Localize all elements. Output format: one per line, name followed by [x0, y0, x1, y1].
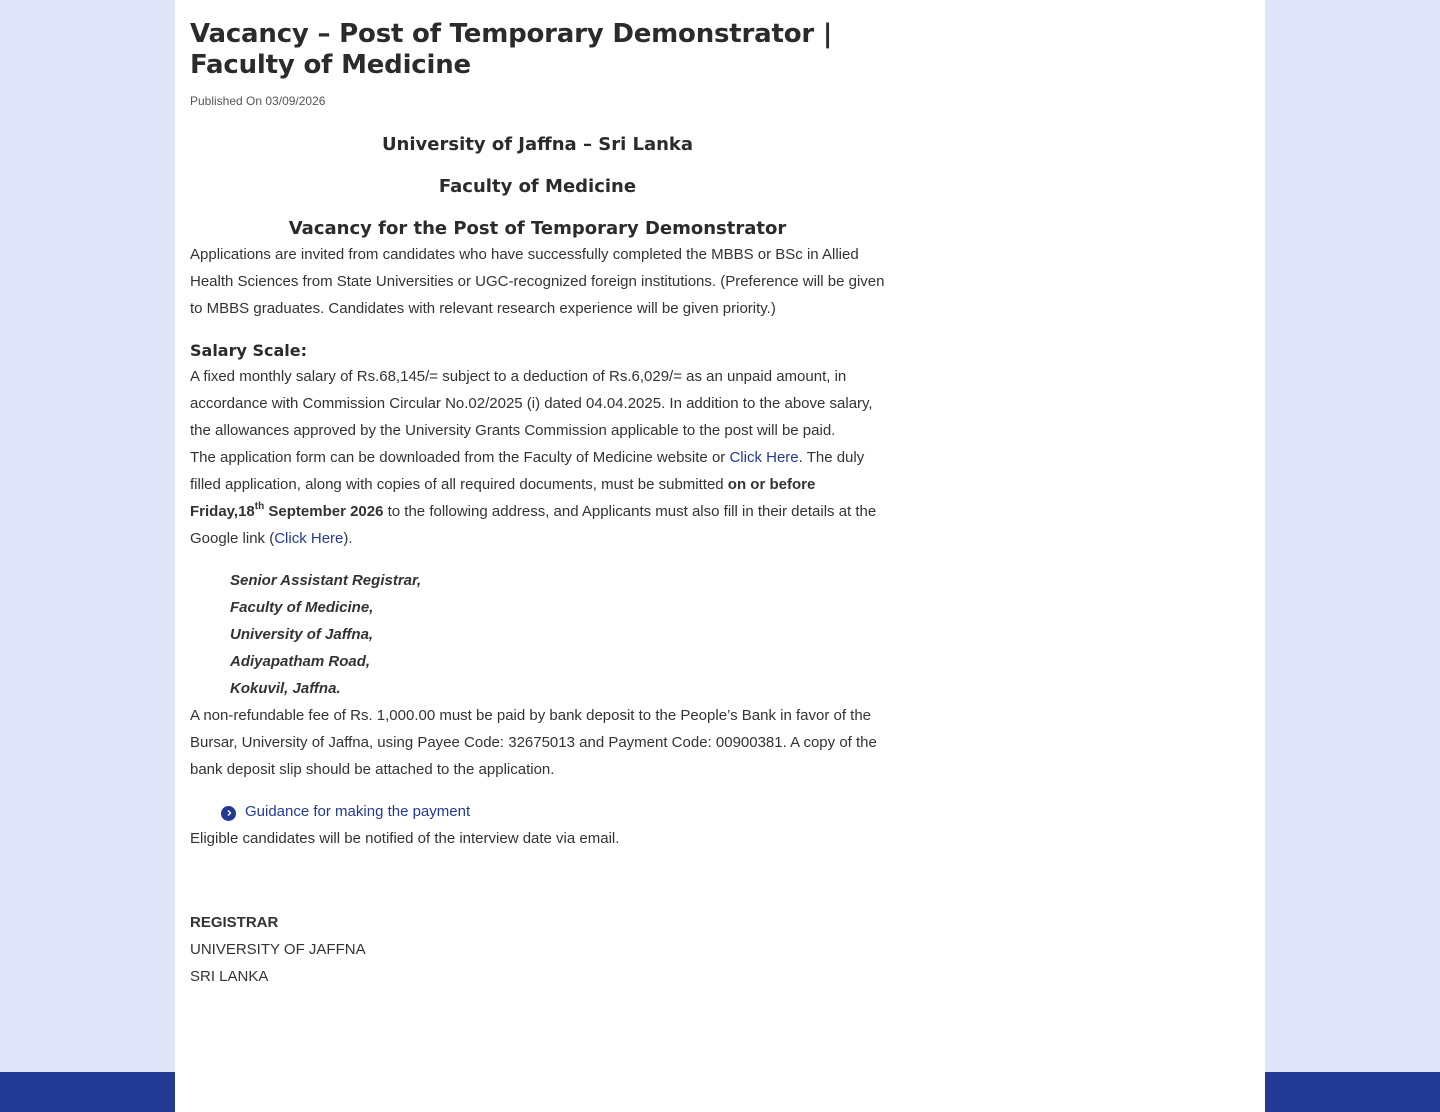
google-form-link[interactable]: Click Here [274, 530, 344, 547]
application-text-3: to the following address, and Applicants must also fill in their details at the Google link ( [190, 503, 877, 547]
application-paragraph [190, 444, 885, 552]
faculty-heading: Faculty of Medicine [438, 176, 637, 197]
application-text-1: The application form can be downloaded from the Faculty of Medicine website or [190, 449, 730, 466]
salary-paragraph: A fixed monthly salary of Rs.68,145/= subject to a deduction of Rs.6,029/= as an unpaid amount, in accordance with Commission Circular No.02/2025 (i) dated 04.04.2025. In addition to the above salary, the allowances approved by the University Grants Commission applicable to the post will be paid. [190, 368, 873, 439]
notify-paragraph: Eligible candidates will be notified of the interview date via email. [190, 830, 620, 847]
mailing-address [230, 567, 885, 702]
signature-title: REGISTRAR [190, 914, 279, 931]
address-line: University of Jaffna, [230, 626, 374, 643]
salary-heading: Salary Scale: [190, 341, 308, 360]
deadline-text-a: on or before Friday,18 [190, 476, 816, 520]
university-heading: University of Jaffna – Sri Lanka [381, 134, 694, 155]
address-line: Adiyapatham Road, [230, 653, 371, 670]
application-text-2: . The duly filled application, along with copies of all required documents, must be submitted [190, 449, 865, 493]
deadline-ordinal: th [254, 501, 265, 512]
deadline-text-b: September 2026 [264, 503, 384, 520]
application-text-4: ). [343, 530, 353, 547]
fee-paragraph: A non-refundable fee of Rs. 1,000.00 must be paid by bank deposit to the People’s Bank in favor of the Bursar, University of Jaffna, using Payee Code: 32675013 and Payment Code: 00900381. A copy of the bank deposit slip should be attached to the application. [190, 707, 877, 778]
address-line: Kokuvil, Jaffna. [230, 680, 341, 697]
signature-line: UNIVERSITY OF JAFFNA [190, 941, 366, 958]
post-title: Vacancy – Post of Temporary Demonstrator | Faculty of Medicine [190, 19, 833, 80]
published-date: Published On 03/09/2026 [190, 94, 326, 108]
intro-paragraph: Applications are invited from candidates who have successfully completed the MBBS or BSc in Allied Health Sciences from State Universities or UGC-recognized foreign institutions. (Preference will be given to MBBS graduates. Candidates with relevant research experience will be given priority.) [190, 246, 885, 317]
vacancy-heading: Vacancy for the Post of Temporary Demonstrator [288, 218, 787, 239]
address-line: Faculty of Medicine, [230, 599, 374, 616]
page-container [175, 0, 1265, 1112]
guidance-item [221, 798, 885, 825]
article [190, 0, 885, 990]
payment-guidance-link[interactable]: Guidance for making the payment [245, 803, 471, 820]
chevron-right-icon [221, 806, 236, 821]
signature-line: SRI LANKA [190, 968, 269, 985]
address-line: Senior Assistant Registrar, [230, 572, 422, 589]
signature-block [190, 909, 885, 990]
form-download-link[interactable]: Click Here [729, 449, 799, 466]
